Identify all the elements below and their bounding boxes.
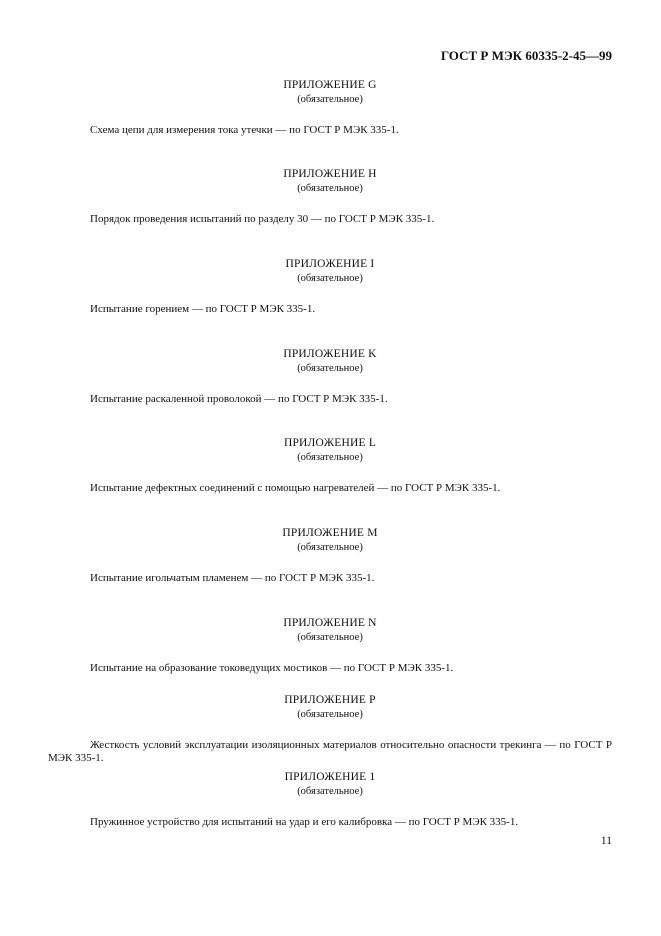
appendix-title: ПРИЛОЖЕНИЕ K bbox=[283, 348, 377, 360]
appendix-subtitle: (обязательное) bbox=[297, 786, 363, 797]
appendix-body: Схема цепи для измерения тока утечки — по ГОСТ Р МЭК 335-1. bbox=[90, 124, 399, 136]
appendix-body: Испытание игольчатым пламенем — по ГОСТ Р МЭК 335-1. bbox=[90, 572, 375, 584]
document-header: ГОСТ Р МЭК 60335-2-45—99 bbox=[440, 48, 612, 63]
page-number: 11 bbox=[600, 835, 612, 847]
appendix-title: ПРИЛОЖЕНИЕ M bbox=[282, 527, 378, 539]
appendix-subtitle: (обязательное) bbox=[297, 542, 363, 553]
appendix-title: ПРИЛОЖЕНИЕ G bbox=[283, 79, 377, 91]
appendix-body: Испытание горением — по ГОСТ Р МЭК 335-1. bbox=[90, 303, 316, 315]
appendix-subtitle: (обязательное) bbox=[297, 632, 363, 643]
appendix-l bbox=[48, 436, 612, 495]
appendix-title: ПРИЛОЖЕНИЕ L bbox=[283, 437, 377, 449]
appendix-m bbox=[48, 526, 612, 585]
appendix-body: Пружинное устройство для испытаний на удар и его калибровка — по ГОСТ Р МЭК 335-1. bbox=[90, 816, 519, 828]
appendix-n bbox=[48, 616, 612, 675]
appendix-body: Испытание раскаленной проволокой — по ГОСТ Р МЭК 335-1. bbox=[90, 393, 388, 405]
appendix-title: ПРИЛОЖЕНИЕ 1 bbox=[284, 771, 376, 783]
appendix-subtitle: (обязательное) bbox=[297, 709, 363, 720]
appendix-g bbox=[48, 78, 612, 137]
appendix-subtitle: (обязательное) bbox=[297, 183, 363, 194]
appendix-subtitle: (обязательное) bbox=[297, 452, 363, 463]
appendix-body: Испытание дефектных соединений с помощью нагревателей — по ГОСТ Р МЭК 335-1. bbox=[90, 482, 501, 494]
appendix-title: ПРИЛОЖЕНИЕ P bbox=[284, 694, 376, 706]
appendix-p bbox=[48, 693, 612, 765]
appendix-k bbox=[48, 347, 612, 406]
appendix-body: Порядок проведения испытаний по разделу 30 — по ГОСТ Р МЭК 335-1. bbox=[90, 213, 435, 225]
appendix-h bbox=[48, 167, 612, 226]
appendix-subtitle: (обязательное) bbox=[297, 94, 363, 105]
appendix-subtitle: (обязательное) bbox=[297, 273, 363, 284]
appendix-subtitle: (обязательное) bbox=[297, 363, 363, 374]
appendix-1 bbox=[48, 770, 612, 829]
appendix-title: ПРИЛОЖЕНИЕ I bbox=[285, 258, 375, 270]
appendix-body: Испытание на образование токоведущих мостиков — по ГОСТ Р МЭК 335-1. bbox=[90, 662, 454, 674]
appendix-title: ПРИЛОЖЕНИЕ N bbox=[283, 617, 377, 629]
appendix-title: ПРИЛОЖЕНИЕ H bbox=[283, 168, 377, 180]
appendix-body: Жесткость условий эксплуатации изоляционных материалов относительно опасности трекинга — по ГОСТ Р МЭК 335-1. bbox=[48, 739, 612, 764]
appendix-i bbox=[48, 257, 612, 316]
